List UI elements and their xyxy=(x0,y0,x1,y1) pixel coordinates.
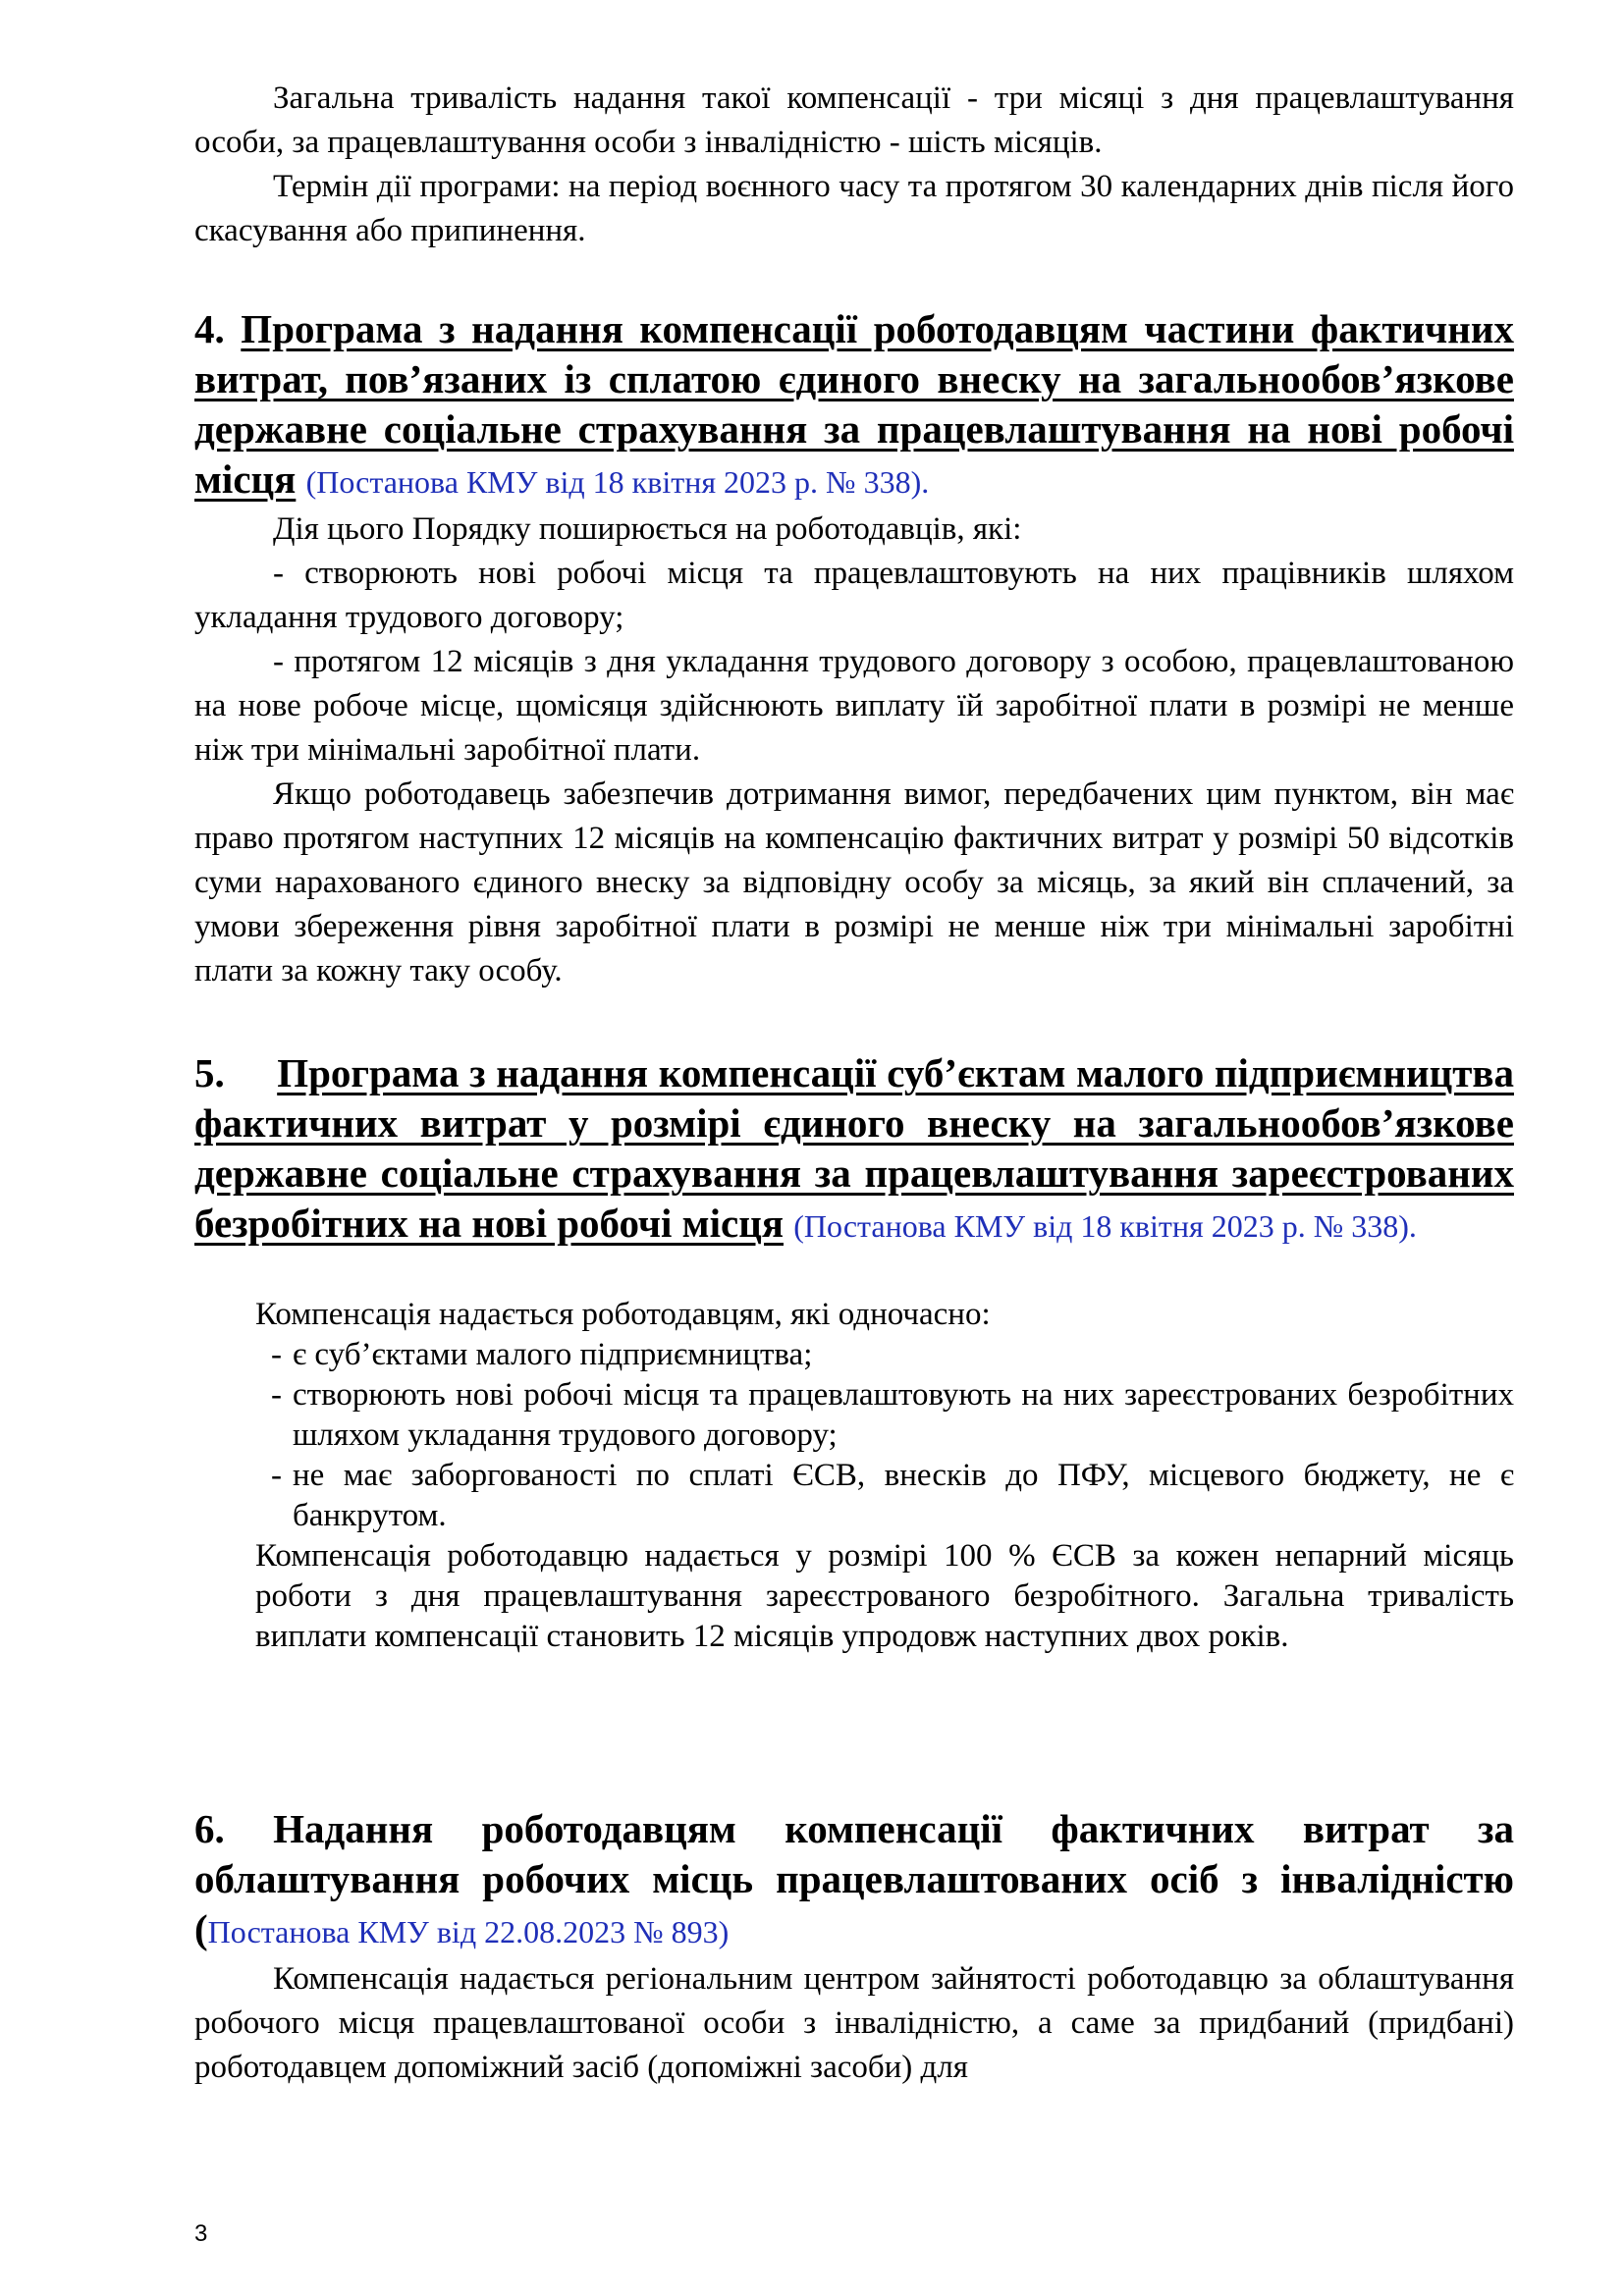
spacer xyxy=(194,1657,1514,1804)
section-4-paragraph-salary: - протягом 12 місяців з дня укладання трудового договору з особою, працевлаштованою на нове робоче місце, щомісяця здійснюють виплату їй заробітної плати в розмірі не менше ніж три мінімальні заробітної плати. xyxy=(194,644,1514,768)
section-4-paragraph-scope: Дія цього Порядку поширюється на роботодавців, які: xyxy=(273,511,1022,547)
section-4-title: Програма з надання компенсації роботодавцям частини фактичних витрат, пов’язаних із сплатою єдиного внеску на загальнообов’язкове державне соціальне страхування за працевлаштування на нові робочі місця xyxy=(194,306,1515,502)
section-6-number: 6. xyxy=(194,1806,225,1851)
section-6-open-paren: ( xyxy=(194,1906,208,1951)
list-item-text: не має заборгованості по сплаті ЄСВ, внесків до ПФУ, місцевого бюджету, не є банкрутом. xyxy=(293,1458,1514,1533)
list-item xyxy=(194,1456,1514,1536)
page-content xyxy=(194,77,1514,2090)
section-6-heading xyxy=(194,1804,1514,1957)
section-5-conditions xyxy=(194,1295,1514,1657)
intro-paragraph-term: Термін дії програми: на період воєнного часу та протягом 30 календарних днів після його скасування або припинення. xyxy=(194,169,1514,248)
section-4-number: 4. xyxy=(194,306,225,351)
section-6-paragraph-compensation: Компенсація надається регіональним центром зайнятості роботодавцю за облаштування робочого місця працевлаштованої особи з інвалідністю, а саме за придбаний (придбані) роботодавцем допоміжний засіб (допоміжні засоби) для xyxy=(194,1961,1514,2085)
section-5-conditions-intro: Компенсація надається роботодавцям, які одночасно: xyxy=(255,1297,991,1332)
spacer xyxy=(194,1252,1514,1295)
section-5-heading xyxy=(194,1048,1514,1252)
list-item xyxy=(194,1375,1514,1456)
list-item xyxy=(194,1335,1514,1375)
section-4-heading xyxy=(194,304,1514,507)
section-6-title: Надання роботодавцям компенсації фактичних витрат за облаштування робочих місць працевлаштованих осіб з інвалідністю xyxy=(194,1806,1515,1901)
dash-bullet: - xyxy=(271,1337,282,1372)
page-number: 3 xyxy=(194,2220,208,2247)
list-item-text: є суб’єктами малого підприємництва; xyxy=(293,1337,813,1372)
spacer xyxy=(194,993,1514,1048)
section-5-title: Програма з надання компенсації суб’єктам малого підприємництва фактичних витрат у розмірі єдиного внеску на загальнообов’язкове державне соціальне страхування за працевлаштування зареєстрованих безробітних на нові робочі місця xyxy=(194,1050,1514,1246)
section-6-reference: Постанова КМУ від 22.08.2023 № 893) xyxy=(207,1914,730,1949)
section-5-reference: (Постанова КМУ від 18 квітня 2023 р. № 338). xyxy=(793,1208,1417,1244)
dash-bullet: - xyxy=(271,1377,282,1413)
section-4-paragraph-compensation: Якщо роботодавець забезпечив дотримання вимог, передбачених цим пунктом, він має право протягом наступних 12 місяців на компенсацію фактичних витрат у розмірі 50 відсотків суми нарахованого єдиного внеску за відповідну особу за місяць, за який він сплачений, за умови збереження рівня заробітної плати в розмірі не менше ніж три мінімальні заробітні плати за кожну таку особу. xyxy=(194,776,1514,988)
spacer xyxy=(194,253,1514,304)
section-5-number: 5. xyxy=(194,1050,225,1095)
dash-bullet: - xyxy=(271,1458,282,1493)
section-4-reference: (Постанова КМУ від 18 квітня 2023 р. № 338). xyxy=(305,464,930,500)
intro-paragraph-duration: Загальна тривалість надання такої компенсації - три місяці з дня працевлаштування особи, за працевлаштування особи з інвалідністю - шість місяців. xyxy=(194,80,1514,160)
list-item-text: створюють нові робочі місця та працевлаштовують на них зареєстрованих безробітних шляхом укладання трудового договору; xyxy=(293,1377,1514,1453)
section-5-paragraph-compensation: Компенсація роботодавцю надається у розмірі 100 % ЄСВ за кожен непарний місяць роботи з дня працевлаштування зареєстрованого безробітного. Загальна тривалість виплати компенсації становить 12 місяців упродовж наступних двох років. xyxy=(255,1538,1514,1654)
section-4-paragraph-create-jobs: - створюють нові робочі місця та працевлаштовують на них працівників шляхом укладання трудового договору; xyxy=(194,556,1514,635)
